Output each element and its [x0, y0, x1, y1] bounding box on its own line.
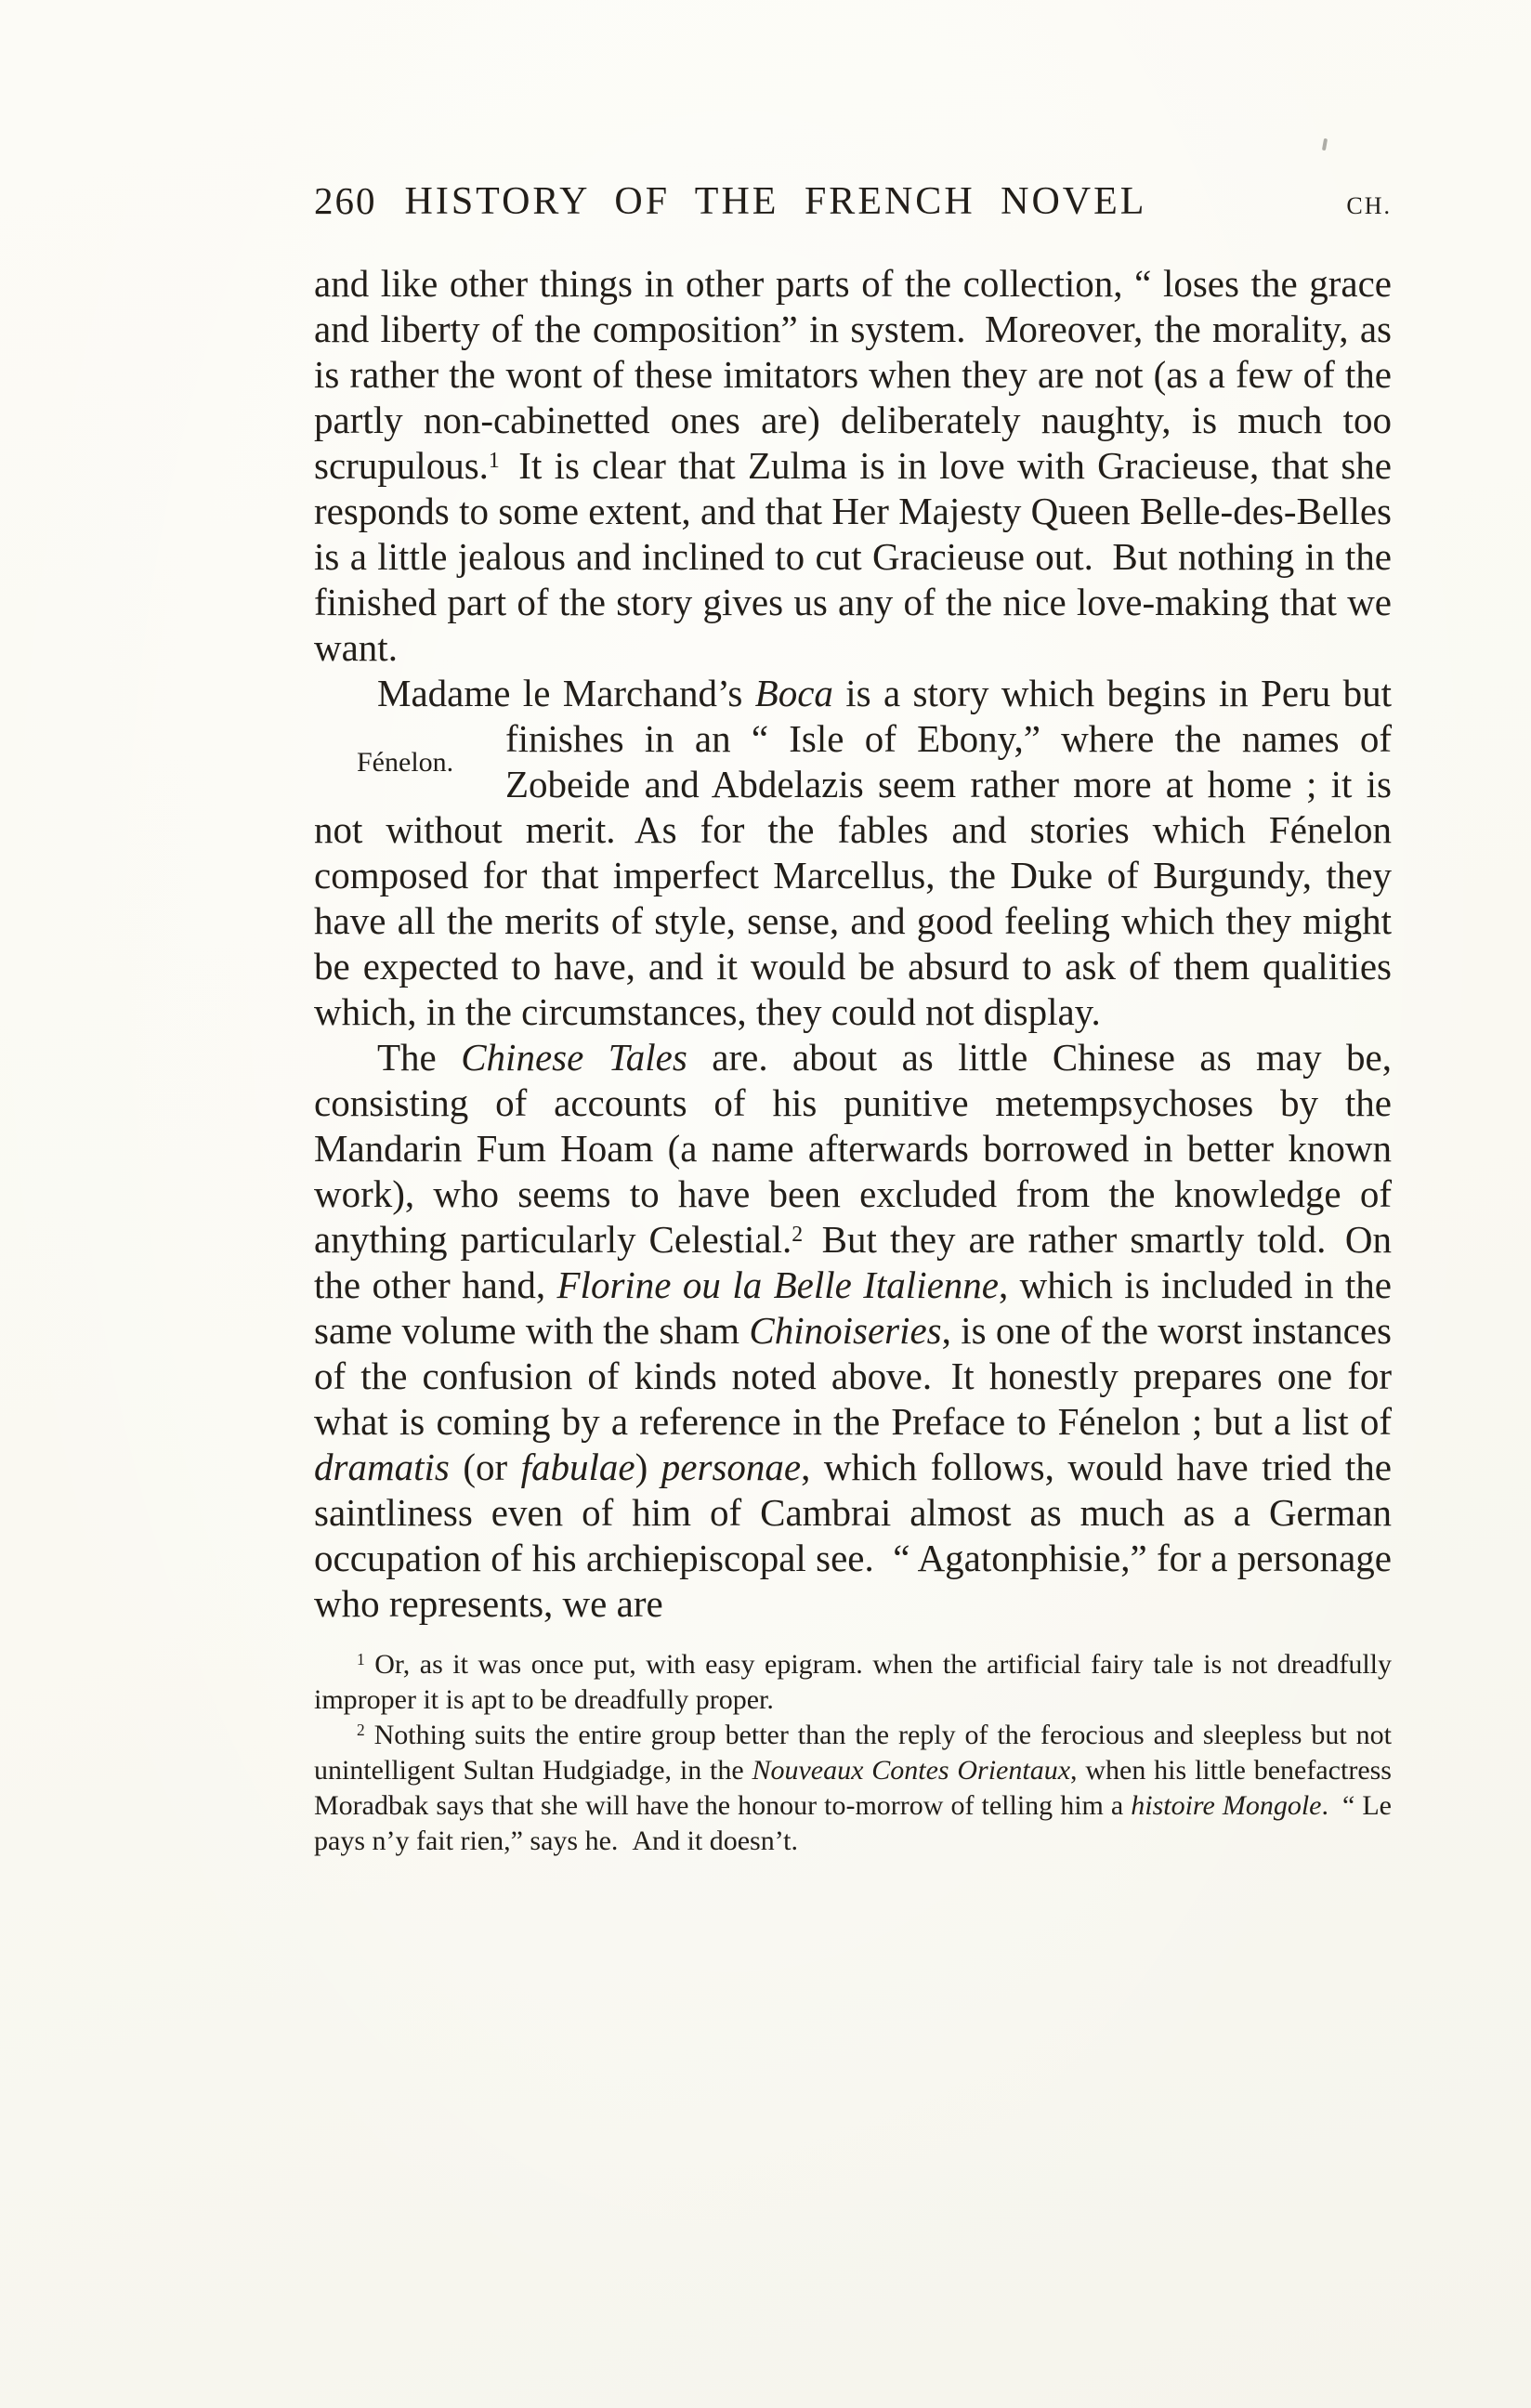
text-run: Or, as it was once put, with easy epigram. when the artificial fairy tale is not dreadfully improper it is apt to be dreadfully proper.: [314, 1649, 1392, 1715]
scan-artifact: [1322, 138, 1328, 150]
text-run: Nothing suits the entire group better than the reply of the ferocious and sleepless but not unintelligent Sultan Hudgiadge, in the: [314, 1720, 1392, 1786]
footnote-marker: 2: [792, 1223, 804, 1248]
text-run: , which is included in the same volume with the sham: [314, 1263, 1392, 1352]
text-run: Madame le Marchand’s: [377, 672, 755, 714]
italic-text-run: fabulae: [520, 1446, 635, 1488]
text-run: are. about as little Chinese as may be, consisting of accounts of his punitive metempsychoses by the Mandarin Fum Hoam (a name afterwards borrowed in better known work), who seems to have been excluded from the knowledge of anything particularly Celestial.: [314, 1036, 1392, 1261]
text-run: (or: [449, 1446, 521, 1488]
sidenote-fenelon: [314, 716, 505, 807]
text-run: , when his little benefactress Moradbak says that she will have the honour to-morrow of telling him a: [314, 1755, 1392, 1821]
text-run: ): [635, 1446, 661, 1488]
running-title: HISTORY OF THE FRENCH NOVEL: [404, 180, 1147, 223]
text-run: But they are rather smartly told. On the other hand,: [314, 1218, 1393, 1306]
footnote: [314, 1718, 1392, 1859]
italic-text-run: Chinese Tales: [461, 1036, 687, 1079]
running-header: [314, 178, 1392, 224]
footnote: [314, 1647, 1392, 1718]
italic-text-run: Boca: [754, 672, 833, 714]
italic-text-run: Nouveaux Contes Orientaux: [752, 1755, 1071, 1786]
footnote-marker: 2: [357, 1721, 365, 1740]
text-run: and like other things in other parts of the collection, “ loses the grace and liberty of the composition” in system. Moreover, the morality, as is rather the wont of these imitators when they are not (as a few of the partly non-cabinetted ones are) deliberately naughty, is much too scrupulous.: [314, 262, 1392, 487]
chapter-label: CH.: [1346, 192, 1392, 219]
sidenote-label: Fénelon.: [357, 746, 454, 778]
text-run: , which follows, would have tried the saintliness even of him of Cambrai almost as much as a German occupation of his archiepiscopal see. “ Agatonphisie,” for a personage who represents, we are: [314, 1446, 1392, 1625]
body-text: [314, 261, 1392, 1627]
italic-text-run: personae: [661, 1446, 802, 1488]
italic-text-run: Chinoiseries: [749, 1309, 942, 1352]
page-number: 260: [314, 179, 377, 222]
text-run: The: [377, 1036, 462, 1079]
paragraph: [314, 671, 1392, 1035]
paragraph: [314, 1035, 1392, 1627]
italic-text-run: Florine ou la Belle Italienne: [556, 1263, 999, 1306]
paragraph: [314, 261, 1392, 671]
text-run: . “ Le pays n’y fait rien,” says he. And it doesn’t.: [314, 1790, 1392, 1856]
footnote-marker: 1: [357, 1650, 365, 1669]
italic-text-run: histoire Mongole: [1131, 1790, 1322, 1821]
footnotes: [314, 1647, 1392, 1859]
text-block: [314, 178, 1392, 1859]
text-run: is a story which begins in Peru but finishes in an “ Isle of Ebony,” where the: [505, 672, 1392, 760]
text-run: It is clear that Zulma is in love with Gracieuse, that she responds to some extent, and that Her Majesty Queen Belle-des-Belles is a little jealous and inclined to cut Gracieuse out. But nothing in the finished part of the story gives us any of the nice love-making that we want.: [314, 444, 1392, 669]
italic-text-run: dramatis: [314, 1446, 450, 1488]
text-run: names of Zobeide and Abdelazis seem rather more at home ; it is not without merit. As for the fables and stories which Fénelon composed for that imperfect Marcellus, the Duke of Burgundy, they have all the merits of style, sense, and good feeling which they might be expected to have, and it would be absurd to ask of them qualities which, in the circumstances, they could not display.: [314, 717, 1392, 1033]
footnote-marker: 1: [488, 449, 500, 474]
text-run: , is one of the worst instances of the confusion of kinds noted above. It honestly prepares one for what is coming by a reference in the Preface to Fénelon ; but a list of: [314, 1309, 1393, 1443]
